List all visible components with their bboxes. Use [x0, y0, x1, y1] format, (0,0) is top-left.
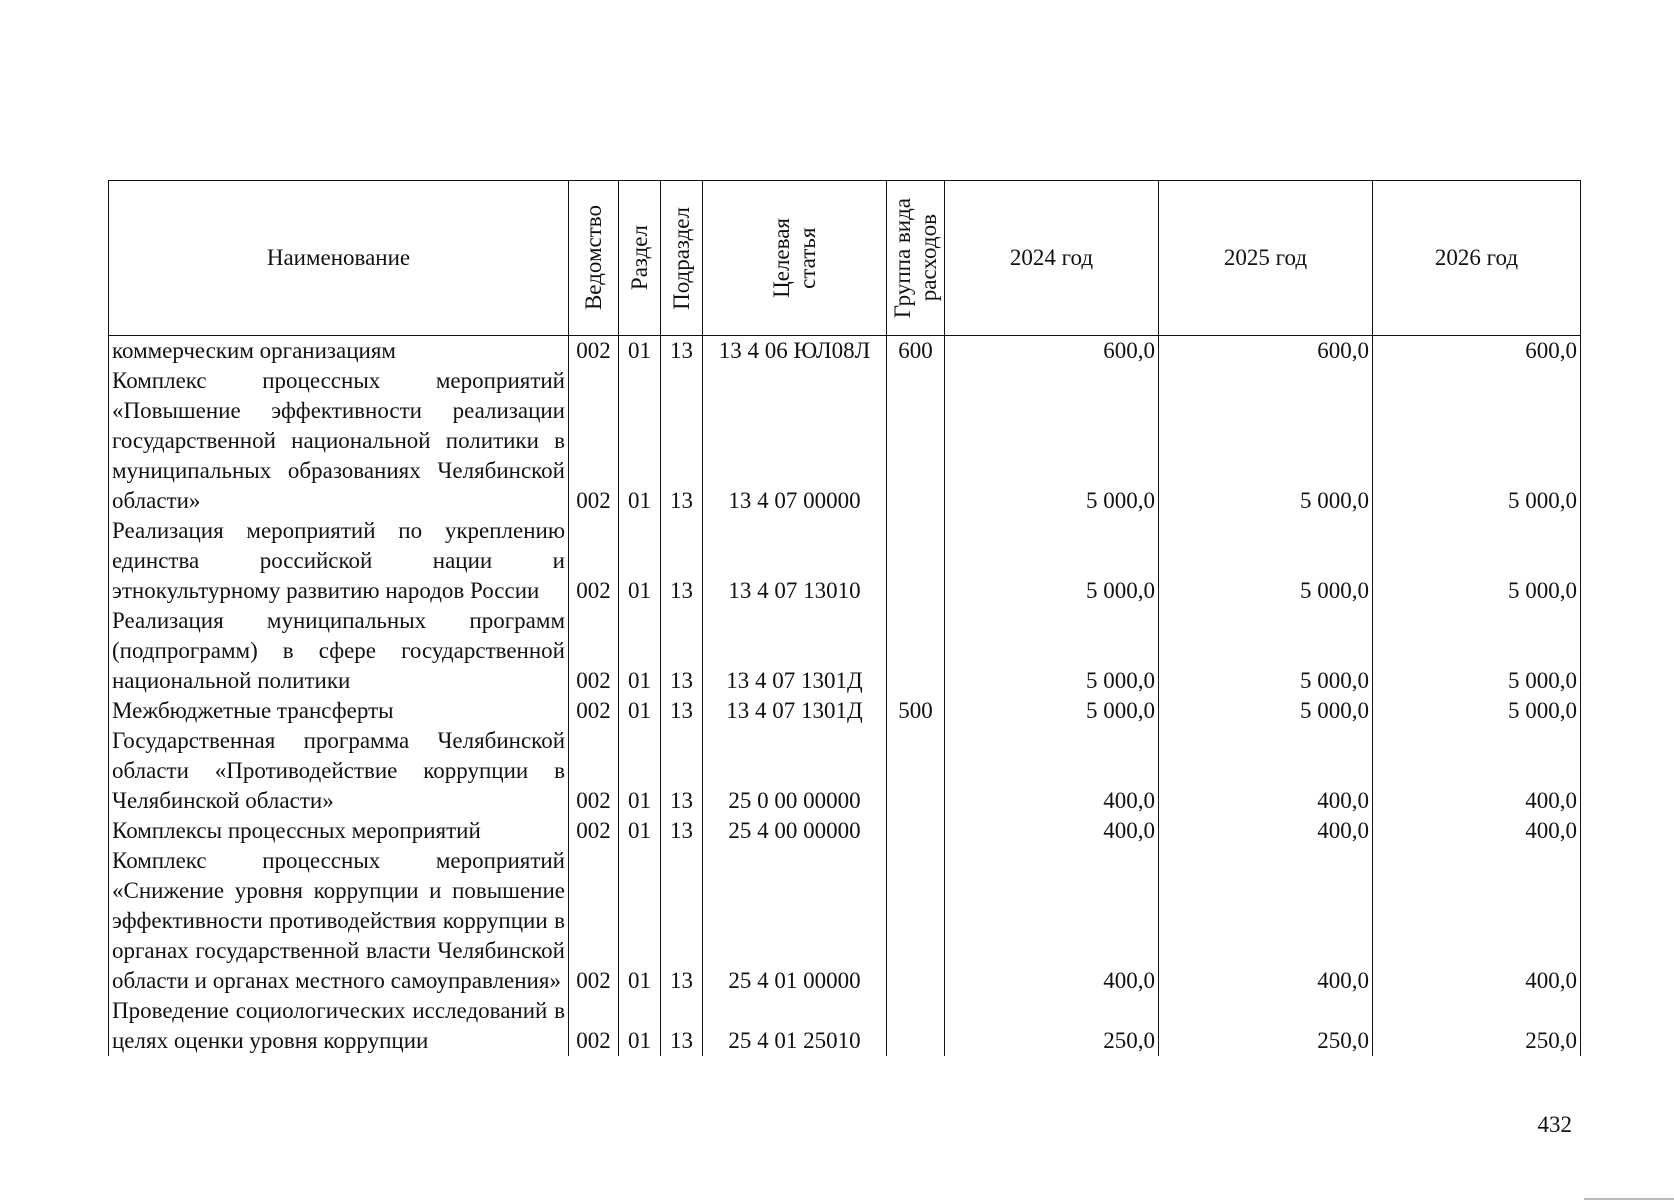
table-row [109, 726, 1581, 816]
row-2026: 400,0 [1373, 846, 1581, 996]
row-celevaya-statya: 25 4 01 00000 [703, 846, 887, 996]
row-name: Проведение социологических исследований в целях оценки уровня коррупции [109, 996, 569, 1056]
row-razdel: 01 [619, 816, 661, 846]
row-2025: 5 000,0 [1159, 366, 1373, 516]
row-gruppa-rashodov: 600 [887, 336, 945, 367]
row-2026: 5 000,0 [1373, 516, 1581, 606]
row-razdel: 01 [619, 606, 661, 696]
row-razdel: 01 [619, 996, 661, 1056]
table-row [109, 846, 1581, 996]
row-2026: 5 000,0 [1373, 696, 1581, 726]
row-celevaya-statya: 25 0 00 00000 [703, 726, 887, 816]
row-gruppa-rashodov [887, 606, 945, 696]
row-celevaya-statya: 13 4 07 00000 [703, 366, 887, 516]
row-podrazdel: 13 [661, 846, 703, 996]
row-2025: 5 000,0 [1159, 516, 1373, 606]
header-name: Наименование [109, 181, 569, 336]
row-razdel: 01 [619, 366, 661, 516]
header-vedomstvo: Ведомство [569, 181, 619, 336]
row-podrazdel: 13 [661, 696, 703, 726]
table-row [109, 516, 1581, 606]
row-celevaya-statya: 13 4 07 1301Д [703, 606, 887, 696]
row-podrazdel: 13 [661, 366, 703, 516]
row-2024: 5 000,0 [945, 366, 1159, 516]
row-podrazdel: 13 [661, 336, 703, 367]
row-name: Государственная программа Челябинской области «Противодействие коррупции в Челябинской области» [109, 726, 569, 816]
row-podrazdel: 13 [661, 816, 703, 846]
row-celevaya-statya: 13 4 07 1301Д [703, 696, 887, 726]
row-gruppa-rashodov: 500 [887, 696, 945, 726]
row-2025: 250,0 [1159, 996, 1373, 1056]
row-2026: 5 000,0 [1373, 366, 1581, 516]
header-razdel: Раздел [619, 181, 661, 336]
row-2026: 5 000,0 [1373, 606, 1581, 696]
row-name: Межбюджетные трансферты [109, 696, 569, 726]
row-podrazdel: 13 [661, 726, 703, 816]
row-vedomstvo: 002 [569, 696, 619, 726]
row-gruppa-rashodov [887, 846, 945, 996]
row-podrazdel: 13 [661, 996, 703, 1056]
row-gruppa-rashodov [887, 996, 945, 1056]
row-2026: 400,0 [1373, 816, 1581, 846]
row-celevaya-statya: 25 4 00 00000 [703, 816, 887, 846]
table-row [109, 606, 1581, 696]
table-row [109, 336, 1581, 367]
row-gruppa-rashodov [887, 366, 945, 516]
row-razdel: 01 [619, 516, 661, 606]
row-podrazdel: 13 [661, 516, 703, 606]
row-2024: 400,0 [945, 846, 1159, 996]
row-2026: 400,0 [1373, 726, 1581, 816]
row-vedomstvo: 002 [569, 606, 619, 696]
row-vedomstvo: 002 [569, 366, 619, 516]
row-2024: 400,0 [945, 816, 1159, 846]
row-celevaya-statya: 25 4 01 25010 [703, 996, 887, 1056]
row-2024: 250,0 [945, 996, 1159, 1056]
table-row [109, 366, 1581, 516]
row-name: Комплекс процессных мероприятий «Повышение эффективности реализации государственной национальной политики в муниципальных образованиях Челябинской области» [109, 366, 569, 516]
header-2025: 2025 год [1159, 181, 1373, 336]
row-2024: 5 000,0 [945, 516, 1159, 606]
row-razdel: 01 [619, 846, 661, 996]
row-name: Реализация муниципальных программ (подпрограмм) в сфере государственной национальной политики [109, 606, 569, 696]
row-2026: 250,0 [1373, 996, 1581, 1056]
table-header-row [109, 181, 1581, 336]
row-celevaya-statya: 13 4 07 13010 [703, 516, 887, 606]
row-2024: 5 000,0 [945, 606, 1159, 696]
table-row [109, 696, 1581, 726]
row-2025: 400,0 [1159, 726, 1373, 816]
row-2025: 400,0 [1159, 846, 1373, 996]
row-razdel: 01 [619, 336, 661, 367]
row-podrazdel: 13 [661, 606, 703, 696]
row-vedomstvo: 002 [569, 726, 619, 816]
table-row [109, 996, 1581, 1056]
header-2024: 2024 год [945, 181, 1159, 336]
row-vedomstvo: 002 [569, 336, 619, 367]
row-2025: 5 000,0 [1159, 696, 1373, 726]
row-2026: 600,0 [1373, 336, 1581, 367]
row-2025: 5 000,0 [1159, 606, 1373, 696]
row-name: коммерческим организациям [109, 336, 569, 367]
row-name: Комплекс процессных мероприятий «Снижение уровня коррупции и повышение эффективности противодействия коррупции в органах государственной власти Челябинской области и органах местного самоуправления» [109, 846, 569, 996]
header-gruppa-rashodov: Группа вида расходов [887, 181, 945, 336]
budget-sheet [108, 180, 1580, 1056]
row-razdel: 01 [619, 696, 661, 726]
row-vedomstvo: 002 [569, 816, 619, 846]
row-2025: 600,0 [1159, 336, 1373, 367]
page-number: 432 [1537, 1112, 1572, 1137]
row-gruppa-rashodov [887, 726, 945, 816]
row-2025: 400,0 [1159, 816, 1373, 846]
row-gruppa-rashodov [887, 516, 945, 606]
header-2026: 2026 год [1373, 181, 1581, 336]
header-celevaya-statya: Целевая статья [703, 181, 887, 336]
row-2024: 600,0 [945, 336, 1159, 367]
row-razdel: 01 [619, 726, 661, 816]
row-celevaya-statya: 13 4 06 ЮЛ08Л [703, 336, 887, 367]
row-vedomstvo: 002 [569, 846, 619, 996]
row-2024: 400,0 [945, 726, 1159, 816]
row-name: Комплексы процессных мероприятий [109, 816, 569, 846]
table-row [109, 816, 1581, 846]
row-name: Реализация мероприятий по укреплению единства российской нации и этнокультурному развитию народов России [109, 516, 569, 606]
budget-table [108, 180, 1581, 1056]
row-vedomstvo: 002 [569, 996, 619, 1056]
row-gruppa-rashodov [887, 816, 945, 846]
row-2024: 5 000,0 [945, 696, 1159, 726]
header-podrazdel: Подраздел [661, 181, 703, 336]
row-vedomstvo: 002 [569, 516, 619, 606]
